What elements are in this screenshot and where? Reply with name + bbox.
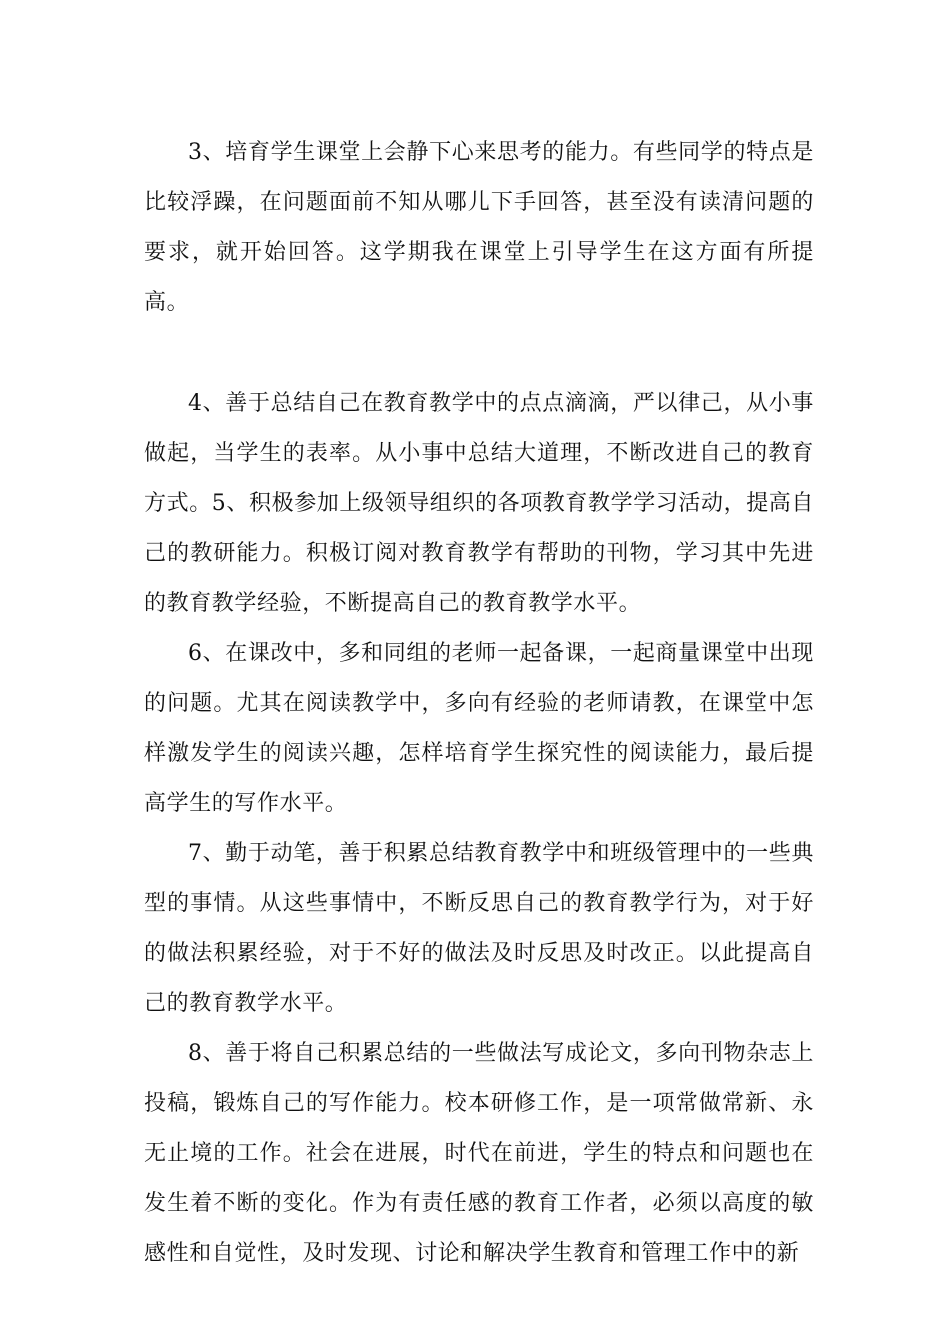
paragraph-4-5: 4、善于总结自己在教育教学中的点点滴滴，严以律己，从小事做起，当学生的表率。从小事中总结大道理，不断改进自己的教育方式。5、积极参加上级领导组织的各项教育教学学习活动，提高自己的教研能力。积极订阅对教育教学有帮助的刊物，学习其中先进的教育教学经验，不断提高自己的教育教学水平。 <box>144 391 814 616</box>
paragraph-8: 8、善于将自己积累总结的一些做法写成论文，多向刊物杂志上投稿，锻炼自己的写作能力。校本研修工作，是一项常做常新、永无止境的工作。社会在进展，时代在前进，学生的特点和问题也在发生着不断的变化。作为有责任感的教育工作者，必须以高度的敏感性和自觉性，及时发现、讨论和解决学生教育和管理工作中的新 <box>144 1041 814 1266</box>
paragraph-6: 6、在课改中，多和同组的老师一起备课，一起商量课堂中出现的问题。尤其在阅读教学中，多向有经验的老师请教，在课堂中怎样激发学生的阅读兴趣，怎样培育学生探究性的阅读能力，最后提高学生的写作水平。 <box>144 641 814 816</box>
paragraph-3: 3、培育学生课堂上会静下心来思考的能力。有些同学的特点是比较浮躁，在问题面前不知从哪儿下手回答，甚至没有读清问题的要求，就开始回答。这学期我在课堂上引导学生在这方面有所提高。 <box>144 140 814 315</box>
paragraph-7: 7、勤于动笔，善于积累总结教育教学中和班级管理中的一些典型的事情。从这些事情中，不断反思自己的教育教学行为，对于好的做法积累经验，对于不好的做法及时反思及时改正。以此提高自己的教育教学水平。 <box>144 841 814 1016</box>
document-body <box>144 128 814 1279</box>
